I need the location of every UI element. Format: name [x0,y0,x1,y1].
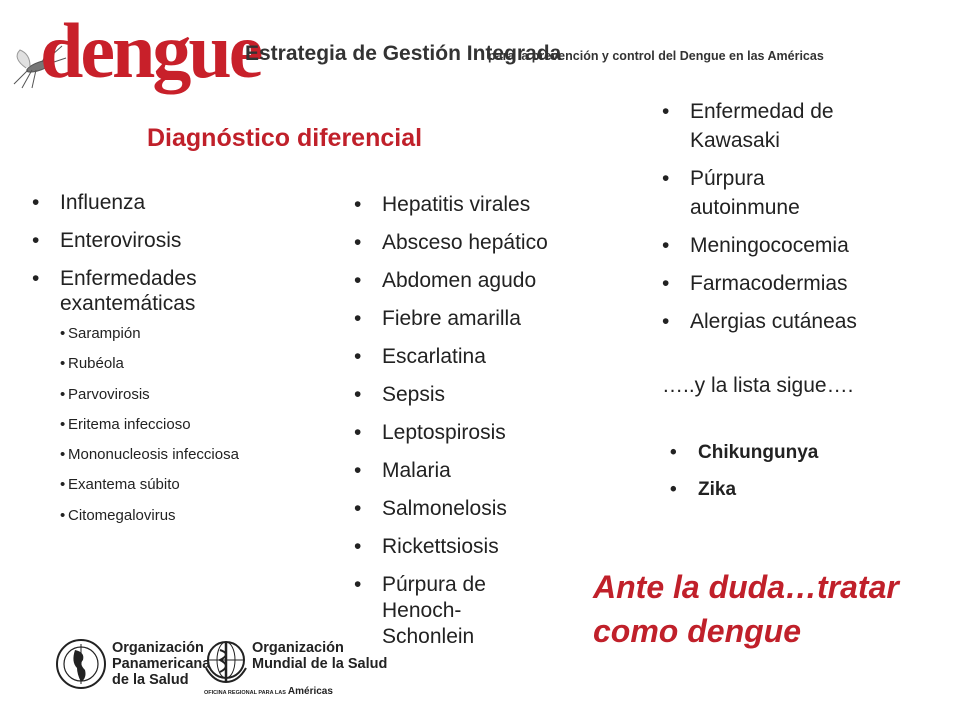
who-office-label: OFICINA REGIONAL PARA LAS [204,690,286,696]
list-item: • Hepatitis virales [352,192,632,217]
sublist-item [30,416,330,434]
list-item: • Alergias cutáneas [660,307,930,336]
paho-name [112,640,210,688]
who-regional-office [204,686,333,697]
list-item: • Púrpura autoinmune [660,164,860,222]
who-logo [202,638,388,697]
list-item: • Influenza [30,190,330,215]
list-item: • Enterovirosis [30,228,330,253]
list-item: • Púrpura de Henoch-Schonlein [352,572,522,650]
paho-logo [55,638,211,694]
list-item: • Zika [668,477,888,503]
who-name-line: Mundial de la Salud [252,656,388,672]
who-region-label: Américas [287,686,333,697]
who-name [252,640,387,672]
list-item: • Escarlatina [352,344,632,369]
list-item: • Rickettsiosis [352,534,632,559]
list-item: • Enfermedades exantemáticas [30,266,330,316]
sublist-item [30,476,330,494]
emerging-viruses-list [668,440,888,514]
sublist-item [30,386,330,404]
diagnosis-column-3 [660,97,930,345]
sublist-item-label: Sarampión [68,325,141,342]
sublist-item-label: Mononucleosis infecciosa [68,446,239,464]
list-item: • Farmacodermias [660,269,930,298]
header [0,0,960,100]
main-list [30,190,330,316]
list-item: • Fiebre amarilla [352,306,632,331]
sublist-item-label: Eritema infeccioso [68,415,191,433]
main-list [668,440,888,503]
sublist-item-label: Rubéola [68,355,124,373]
paho-name-line: de la Salud [112,672,189,688]
main-list [352,192,632,650]
page-title: Diagnóstico diferencial [147,124,423,152]
sublist-item [30,355,330,373]
sublist-item-label: Parvovirosis [68,385,150,403]
list-item: • Absceso hepático [352,230,632,255]
main-list [660,97,930,336]
paho-name-line: Organización [112,640,204,656]
list-item: • Enfermedad de Kawasaki [660,97,900,155]
list-continuation: …..y la lista sigue…. [662,374,854,397]
list-item: • Meningococemia [660,231,930,260]
sublist-item [30,446,330,464]
strategy-subtitle: para la prevención y control del Dengue en las Américas [488,49,824,63]
list-item: • Abdomen agudo [352,268,632,293]
sublist-item [30,507,330,525]
exanthem-sublist [30,325,330,525]
callout-text: Ante la duda…tratar como dengue [593,569,899,649]
sublist-item-label: Exantema súbito [68,476,180,494]
list-item: • Sepsis [352,382,632,407]
sublist-item-label: Citomegalovirus [68,506,176,524]
paho-emblem-icon [55,638,107,690]
who-name-line: Organización [252,640,344,656]
diagnosis-column-1 [30,190,330,537]
list-item: • Chikungunya [668,440,888,466]
list-item: • Malaria [352,458,632,483]
strategy-title: Estrategia de Gestión Integrada [245,42,562,65]
list-item: • Leptospirosis [352,420,632,445]
diagnosis-column-2 [352,192,632,663]
list-item: • Salmonelosis [352,496,632,521]
dengue-logo-word: dengue [40,7,261,94]
sublist-item [30,325,330,343]
who-emblem-icon [202,638,250,686]
paho-name-line: Panamericana [112,656,211,672]
